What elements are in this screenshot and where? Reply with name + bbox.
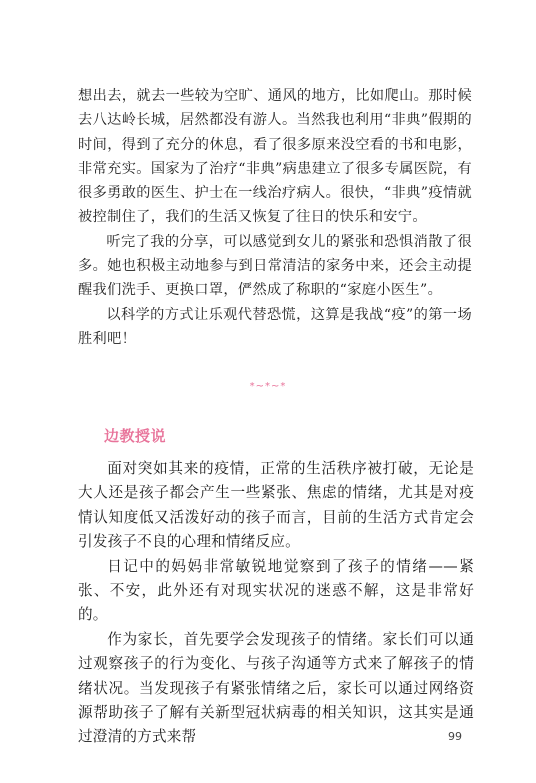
diary-paragraph: 听完了我的分享，可以感觉到女儿的紧张和恐惧消散了很多。她也积极主动地参与到日常清洁的家务中来，还会主动提醒我们洗手、更换口罩，俨然成了称职的“家庭小医生”。 — [78, 233, 472, 299]
commentary-text — [78, 457, 474, 750]
commentary-paragraph: 面对突如其来的疫情，正常的生活秩序被打破，无论是大人还是孩子都会产生一些紧张、焦虑的情绪，尤其是对疫情认知度低又活泼好动的孩子而言，目前的生活方式肯定会引发孩子不良的心理和情绪反应。 — [78, 460, 474, 551]
commentary-paragraph: 作为家长，首先要学会发现孩子的情绪。家长们可以通过观察孩子的行为变化、与孩子沟通等方式来了解孩子的情绪状况。当发现孩子有紧张情绪之后，家长可以通过网络资源帮助孩子了解有关新型冠状病毒的相关知识，这其实是通过澄清的方式来帮 — [78, 630, 474, 746]
section-title: 边教授说 — [104, 427, 167, 445]
diary-paragraph: 以科学的方式让乐观代替恐慌，这算是我战“疫”的第一场胜利吧！ — [78, 306, 472, 347]
diary-text — [78, 84, 472, 351]
page-number: 99 — [448, 730, 462, 743]
commentary-paragraph: 日记中的妈妈非常敏锐地觉察到了孩子的情绪——紧张、不安，此外还有对现实状况的迷惑不解，这是非常好的。 — [78, 557, 474, 624]
section-divider: *~*~* — [249, 381, 287, 392]
diary-paragraph: 想出去，就去一些较为空旷、通风的地方，比如爬山。那时候去八达岭长城，居然都没有游人。当然我也利用“非典”假期的时间，得到了充分的休息，看了很多原来没空看的书和电影，非常充实。国家为了治疗“非典”病患建立了很多专属医院，有很多勇敢的医生、护士在一线治疗病人。很快，“非典”疫情就被控制住了，我们的生活又恢复了往日的快乐和安宁。 — [78, 88, 472, 226]
